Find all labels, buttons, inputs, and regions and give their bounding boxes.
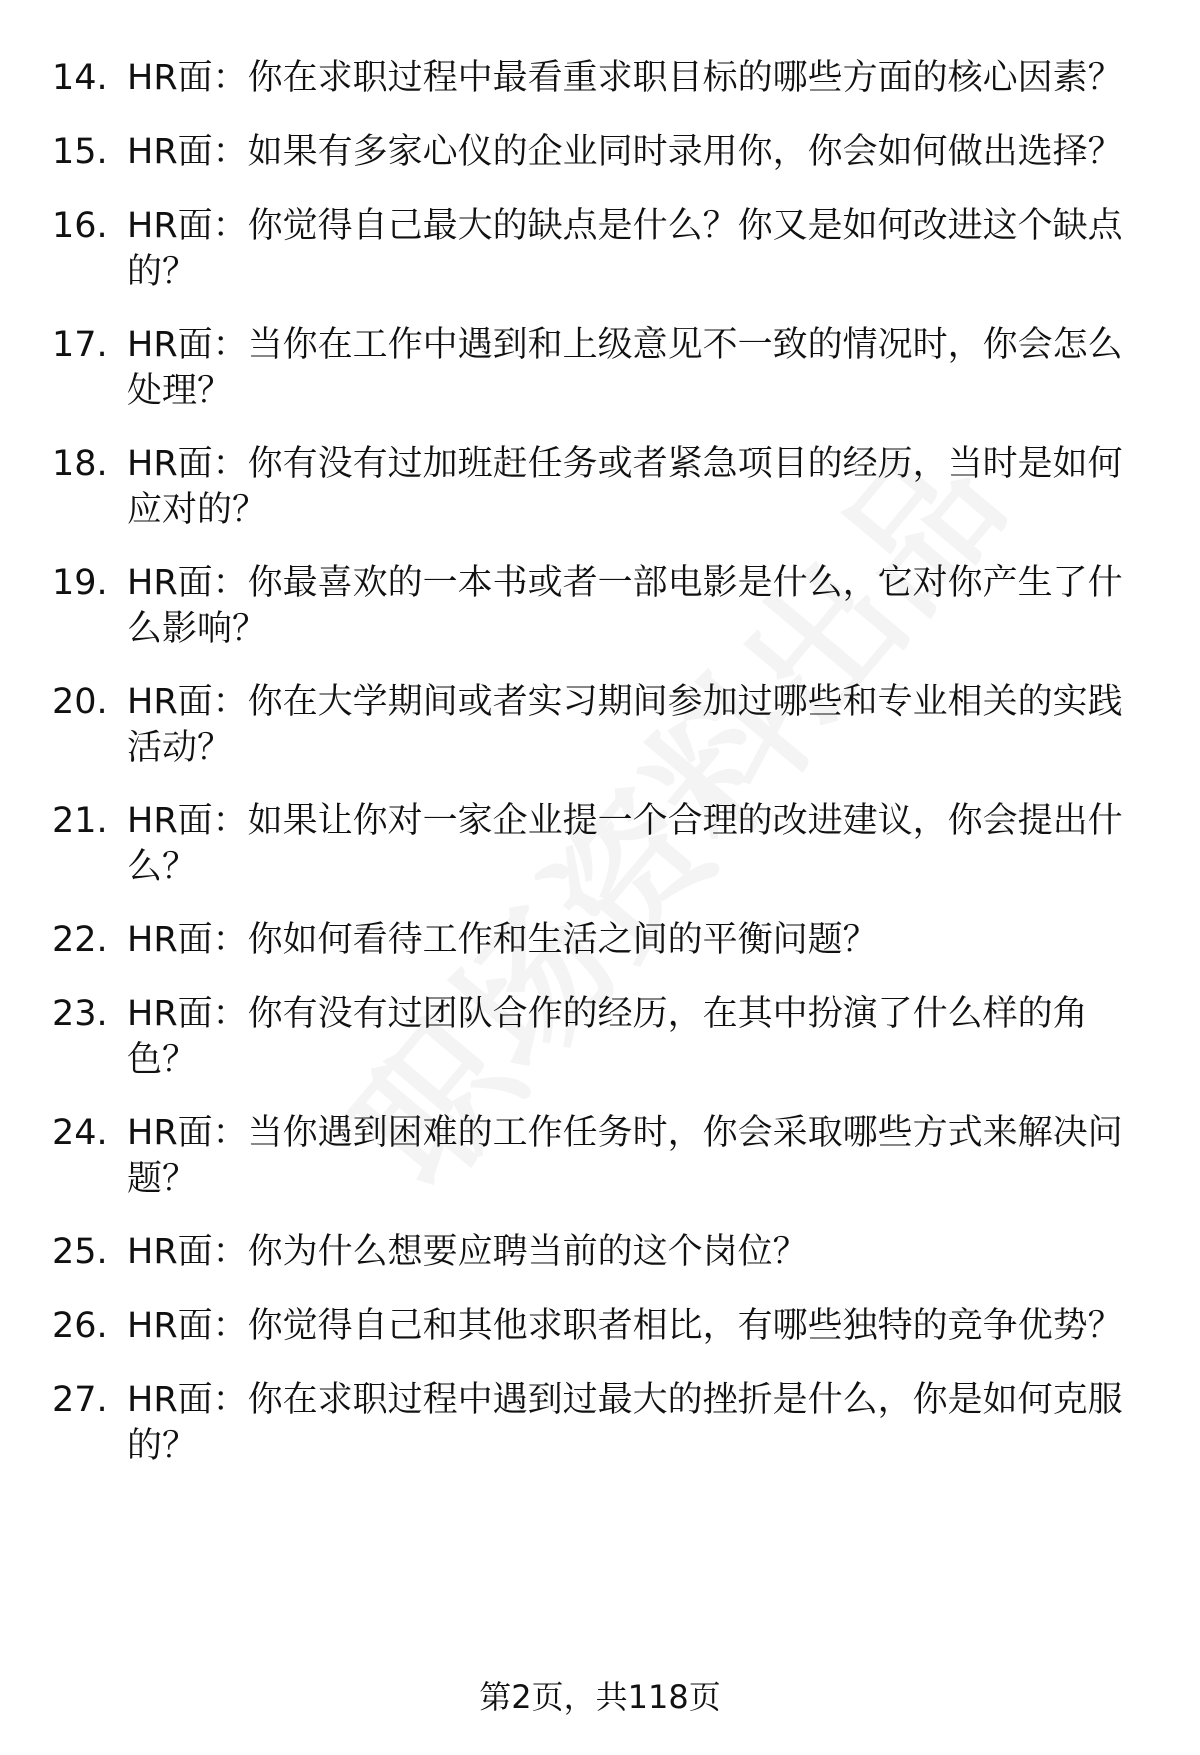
question-text bbox=[127, 129, 1152, 175]
question-line: HR面：你为什么想要应聘当前的这个岗位？ bbox=[127, 1232, 808, 1272]
question-text bbox=[127, 1110, 1152, 1202]
question-line: HR面：你如何看待工作和生活之间的平衡问题？ bbox=[127, 920, 878, 960]
question-number: 27. bbox=[52, 1380, 108, 1420]
question-line: HR面：如果让你对一家企业提一个合理的改进建议，你会提出什 bbox=[127, 801, 1123, 841]
question-number: 14. bbox=[52, 58, 108, 98]
question-text bbox=[127, 322, 1152, 414]
question-text bbox=[127, 203, 1152, 295]
question-text bbox=[127, 441, 1152, 533]
question-line: HR面：你在求职过程中最看重求职目标的哪些方面的核心因素？ bbox=[127, 58, 1123, 98]
question-line: HR面：当你在工作中遇到和上级意见不一致的情况时，你会怎么 bbox=[127, 325, 1123, 365]
question-line: HR面：你觉得自己和其他求职者相比，有哪些独特的竞争优势？ bbox=[127, 1306, 1123, 1346]
question-number: 21. bbox=[52, 801, 108, 841]
question-number: 19. bbox=[52, 563, 108, 603]
question-line: HR面：你在大学期间或者实习期间参加过哪些和专业相关的实践 bbox=[127, 682, 1123, 722]
question-line: 么影响？ bbox=[127, 609, 268, 649]
question-line: HR面：你在求职过程中遇到过最大的挫折是什么，你是如何克服 bbox=[127, 1380, 1123, 1420]
question-text bbox=[127, 679, 1152, 771]
question-line: 应对的？ bbox=[127, 490, 268, 530]
question-line: 的？ bbox=[127, 252, 198, 292]
question-line: 的？ bbox=[127, 1426, 198, 1466]
question-line: HR面：你觉得自己最大的缺点是什么？你又是如何改进这个缺点 bbox=[127, 206, 1123, 246]
question-text bbox=[127, 55, 1152, 101]
question-number: 24. bbox=[52, 1113, 108, 1153]
question-number: 15. bbox=[52, 132, 108, 172]
question-line: 处理？ bbox=[127, 371, 233, 411]
question-text bbox=[127, 917, 1152, 963]
question-line: HR面：如果有多家心仪的企业同时录用你，你会如何做出选择？ bbox=[127, 132, 1123, 172]
question-number: 16. bbox=[52, 206, 108, 246]
question-number: 22. bbox=[52, 920, 108, 960]
question-number: 17. bbox=[52, 325, 108, 365]
question-line: 么？ bbox=[127, 847, 198, 887]
question-number: 23. bbox=[52, 994, 108, 1034]
question-line: 题？ bbox=[127, 1159, 198, 1199]
question-text bbox=[127, 560, 1152, 652]
question-number: 20. bbox=[52, 682, 108, 722]
question-text bbox=[127, 1377, 1152, 1469]
question-text bbox=[127, 1229, 1152, 1275]
question-line: HR面：当你遇到困难的工作任务时，你会采取哪些方式来解决问 bbox=[127, 1113, 1123, 1153]
question-number: 18. bbox=[52, 444, 108, 484]
question-line: HR面：你有没有过团队合作的经历，在其中扮演了什么样的角 bbox=[127, 994, 1088, 1034]
question-line: 活动？ bbox=[127, 728, 233, 768]
question-line: HR面：你有没有过加班赶任务或者紧急项目的经历，当时是如何 bbox=[127, 444, 1123, 484]
question-text bbox=[127, 1303, 1152, 1349]
question-text bbox=[127, 991, 1152, 1083]
question-number: 25. bbox=[52, 1232, 108, 1272]
question-number: 26. bbox=[52, 1306, 108, 1346]
page-number-footer: 第2页，共118页 bbox=[479, 1678, 721, 1716]
question-line: HR面：你最喜欢的一本书或者一部电影是什么，它对你产生了什 bbox=[127, 563, 1123, 603]
question-line: 色？ bbox=[127, 1040, 198, 1080]
question-text bbox=[127, 798, 1152, 890]
